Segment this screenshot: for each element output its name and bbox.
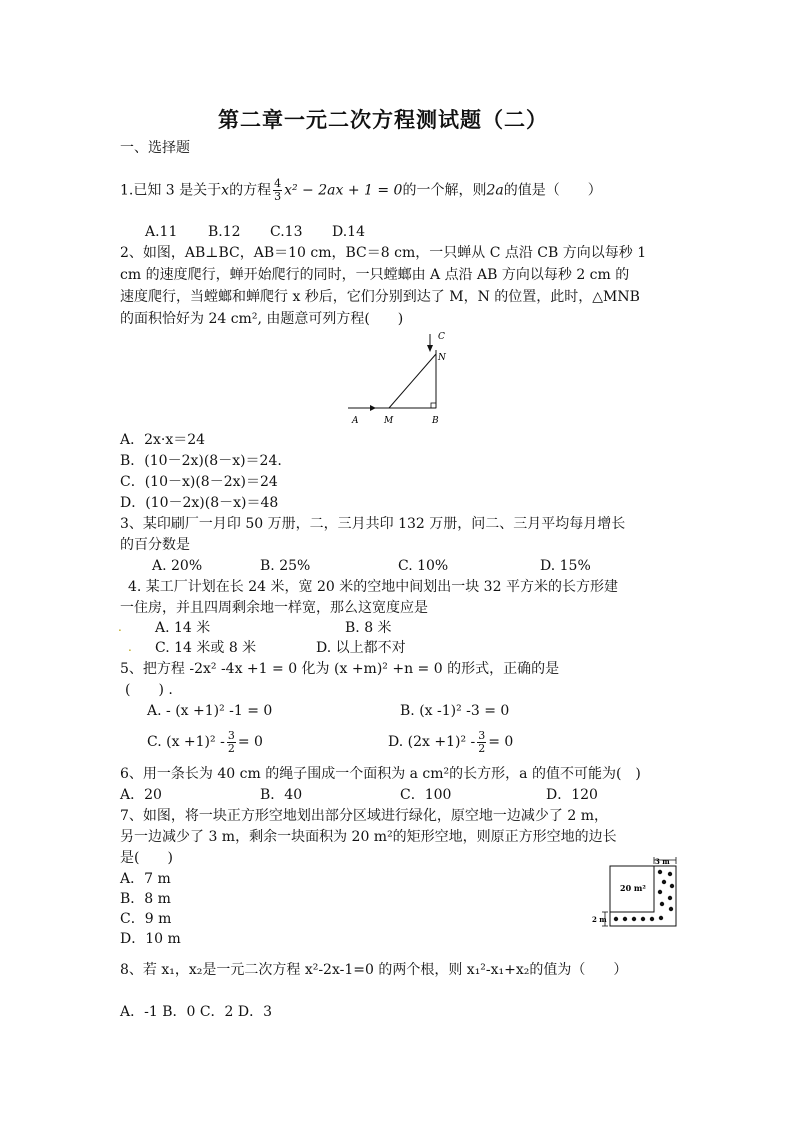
label-c: C xyxy=(438,332,445,342)
q3-option-d: D. 15% xyxy=(540,558,591,574)
q2-option-d: D．(10－2x)(8－x)＝48 xyxy=(120,495,279,511)
q2-option-a: A．2x·x＝24 xyxy=(120,432,206,448)
q5-opt-c-frac xyxy=(227,730,236,755)
q3-option-a: A. 20% xyxy=(152,558,203,574)
bullet-dot: . xyxy=(128,640,132,654)
q5-option-c xyxy=(147,722,263,762)
q5-c-num: 3 xyxy=(227,728,235,742)
q1-fraction xyxy=(273,178,282,203)
q7-option-a: A．7 m xyxy=(120,871,171,887)
q4-option-c: C. 14 米或 8 米 xyxy=(155,640,257,656)
tree-icons xyxy=(614,870,674,921)
q5-option-a: A. - (x +1)² -1 = 0 xyxy=(147,703,273,719)
q2-option-c: C．(10－x)(8－2x)＝24 xyxy=(120,474,278,490)
q1-option-d: D.14 xyxy=(332,224,365,240)
q5-opt-d-text: D. (2x +1)² - xyxy=(388,734,476,750)
q1-prefix: 1.已知 3 是关于 xyxy=(120,182,222,199)
q2-line-1: 2、如图，AB⊥BC，AB＝10 cm，BC＝8 cm，一只蝉从 C 点沿 CB 方向以每秒 1 xyxy=(120,245,647,261)
q2-triangle-figure xyxy=(340,328,460,428)
q4-line-1: 4. 某工厂计划在长 24 米，宽 20 米的空地中间划出一块 32 平方米的长方形建 xyxy=(128,579,618,595)
q1-frac-num: 4 xyxy=(274,177,282,190)
q3-option-c: C. 10% xyxy=(398,558,449,574)
q5-d-den: 2 xyxy=(478,741,486,755)
q7-option-d: D．10 m xyxy=(120,931,181,947)
q4-option-b: B. 8 米 xyxy=(345,620,392,636)
q5-opt-c-text: C. (x +1)² - xyxy=(147,734,225,750)
q4-line-2: 一住房，并且四周剩余地一样宽，那么这宽度应是 xyxy=(120,600,428,616)
q7-line-1: 7、如图，将一块正方形空地划出部分区域进行绿化，原空地一边减少了 2 m， xyxy=(120,808,608,824)
fig-side-label: 2 m xyxy=(592,915,607,924)
question-1 xyxy=(120,178,602,203)
fig-top-label: 3 m xyxy=(655,857,670,866)
q1-equation: x² − 2ax + 1 = 0 xyxy=(284,182,403,199)
q1-end: 的值是（ ） xyxy=(503,182,602,199)
q1-mid: 的方程 xyxy=(229,182,272,199)
label-b: B xyxy=(432,416,439,426)
q5-c-den: 2 xyxy=(227,741,235,755)
q3-line-1: 3、某印刷厂一月印 50 万册，二，三月共印 132 万册，问二、三月平均每月增长 xyxy=(120,516,626,532)
q5-d-num: 3 xyxy=(478,728,486,742)
q8-options: A．-1 B．0 C．2 D．3 xyxy=(120,1004,273,1020)
q7-option-c: C．9 m xyxy=(120,911,172,927)
fig-area-label: 20 m² xyxy=(620,883,646,893)
q1-option-c: C.13 xyxy=(270,224,303,240)
q5-opt-c-tail: = 0 xyxy=(237,734,263,750)
q5-option-d xyxy=(388,722,513,762)
q5-line-1: 5、把方程 -2x² -4x +1 = 0 化为 (x +m)² +n = 0 的形式，正确的是 xyxy=(120,661,560,677)
q1-var: x xyxy=(221,182,230,199)
q4-option-d: D. 以上都不对 xyxy=(316,640,406,656)
q2-line-2: cm 的速度爬行，蝉开始爬行的同时，一只螳螂由 A 点沿 AB 方向以每秒 2 cm 的 xyxy=(120,267,630,283)
q7-option-b: B．8 m xyxy=(120,891,171,907)
section-heading: 一、选择题 xyxy=(120,140,190,156)
q3-line-2: 的百分数是 xyxy=(120,537,190,553)
q1-option-b: B.12 xyxy=(208,224,241,240)
q7-garden-figure xyxy=(592,856,692,932)
q8-line-1: 8、若 x₁，x₂是一元二次方程 x²-2x-1=0 的两个根，则 x₁²-x₁+x₂的值为（ ） xyxy=(120,962,628,978)
bullet-dot: . xyxy=(118,620,122,634)
q6-option-a: A．20 xyxy=(120,787,162,803)
q5-opt-d-frac xyxy=(477,730,486,755)
q2-line-4: 的面积恰好为 24 cm², 由题意可列方程( ) xyxy=(120,311,404,327)
q6-option-c: C．100 xyxy=(400,787,452,803)
q1-frac-den: 3 xyxy=(274,190,282,203)
q7-line-3: 是( ) xyxy=(120,850,173,866)
q5-option-b: B. (x -1)² -3 = 0 xyxy=(400,703,510,719)
q6-line-1: 6、用一条长为 40 cm 的绳子围成一个面积为 a cm²的长方形，a 的值不可能为( ) xyxy=(120,766,641,782)
q7-line-2: 另一边减少了 3 m，剩余一块面积为 20 m²的矩形空地，则原正方形空地的边长 xyxy=(120,829,617,845)
q1-suffix: 的一个解，则 xyxy=(402,182,487,199)
page-title: 第二章一元二次方程测试题（二） xyxy=(218,108,548,132)
q1-expr: 2a xyxy=(486,182,504,199)
q6-option-b: B．40 xyxy=(260,787,303,803)
label-a: A xyxy=(352,416,359,426)
q1-option-a: A.11 xyxy=(145,224,178,240)
q5-line-2: ( ) . xyxy=(125,682,173,698)
label-n: N xyxy=(438,353,446,363)
q2-line-3: 速度爬行，当螳螂和蝉爬行 x 秒后，它们分别到达了 M，N 的位置，此时，△MNB xyxy=(120,289,640,305)
label-m: M xyxy=(384,416,394,426)
q5-opt-d-tail: = 0 xyxy=(488,734,514,750)
q3-option-b: B. 25% xyxy=(260,558,311,574)
q4-option-a: A. 14 米 xyxy=(155,620,211,636)
q6-option-d: D．120 xyxy=(546,787,598,803)
q2-option-b: B．(10－2x)(8－x)＝24. xyxy=(120,453,282,469)
